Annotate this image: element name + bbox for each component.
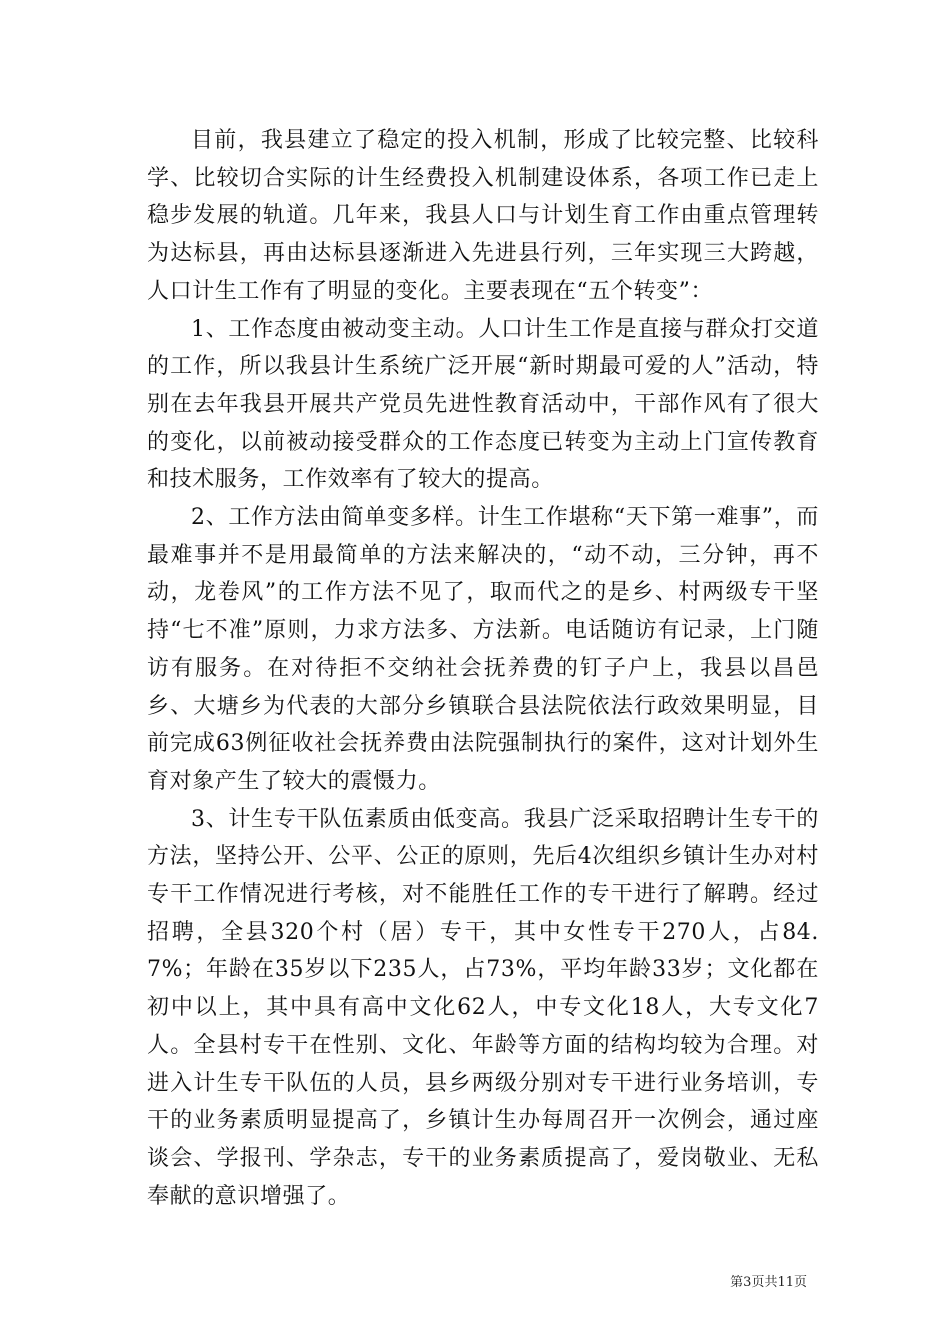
- paragraph-item-3: 3、计生专干队伍素质由低变高。我县广泛采取招聘计生专干的方法，坚持公开、公平、公正的原则，先后4次组织乡镇计生办对村专干工作情况进行考核，对不能胜任工作的专干进行了解聘。经过招聘，全县320个村（居）专干，其中女性专干270人，占84.7%；年龄在35岁以下235人，占73%，平均年龄33岁；文化都在初中以上，其中具有高中文化62人，中专文化18人，大专文化7人。全县村专干在性别、文化、年龄等方面的结构均较为合理。对进入计生专干队伍的人员，县乡两级分别对专干进行业务培训，专干的业务素质明显提高了，乡镇计生办每周召开一次例会，通过座谈会、学报刊、学杂志，专干的业务素质提高了，爱岗敬业、无私奉献的意识增强了。: [147, 806, 819, 1209]
- paragraph-intro: 目前，我县建立了稳定的投入机制，形成了比较完整、比较科学、比较切合实际的计生经费投入机制建设体系，各项工作已走上稳步发展的轨道。几年来，我县人口与计划生育工作由重点管理转为达标县，再由达标县逐渐进入先进县行列，三年实现三大跨越，人口计生工作有了明显的变化。主要表现在“五个转变”：: [147, 128, 819, 304]
- page-number-footer: 第3页共11页: [730, 1275, 807, 1290]
- paragraph-item-1: 1、工作态度由被动变主动。人口计生工作是直接与群众打交道的工作，所以我县计生系统广泛开展“新时期最可爱的人”活动，特别在去年我县开展共产党员先进性教育活动中，干部作风有了很大的变化，以前被动接受群众的工作态度已转变为主动上门宣传教育和技术服务，工作效率有了较大的提高。: [147, 316, 819, 493]
- paragraph-item-2: 2、工作方法由简单变多样。计生工作堪称“天下第一难事”，而最难事并不是用最简单的方法来解决的，“动不动，三分钟，再不动，龙卷风”的工作方法不见了，取而代之的是乡、村两级专干坚持“七不准”原则，力求方法多、方法新。电话随访有记录，上门随访有服务。在对待拒不交纳社会抚养费的钉子户上，我县以昌邑乡、大塘乡为代表的大部分乡镇联合县法院依法行政效果明显，目前完成63例征收社会抚养费由法院强制执行的案件，这对计划外生育对象产生了较大的震慑力。: [147, 505, 819, 794]
- document-body: [147, 122, 819, 1215]
